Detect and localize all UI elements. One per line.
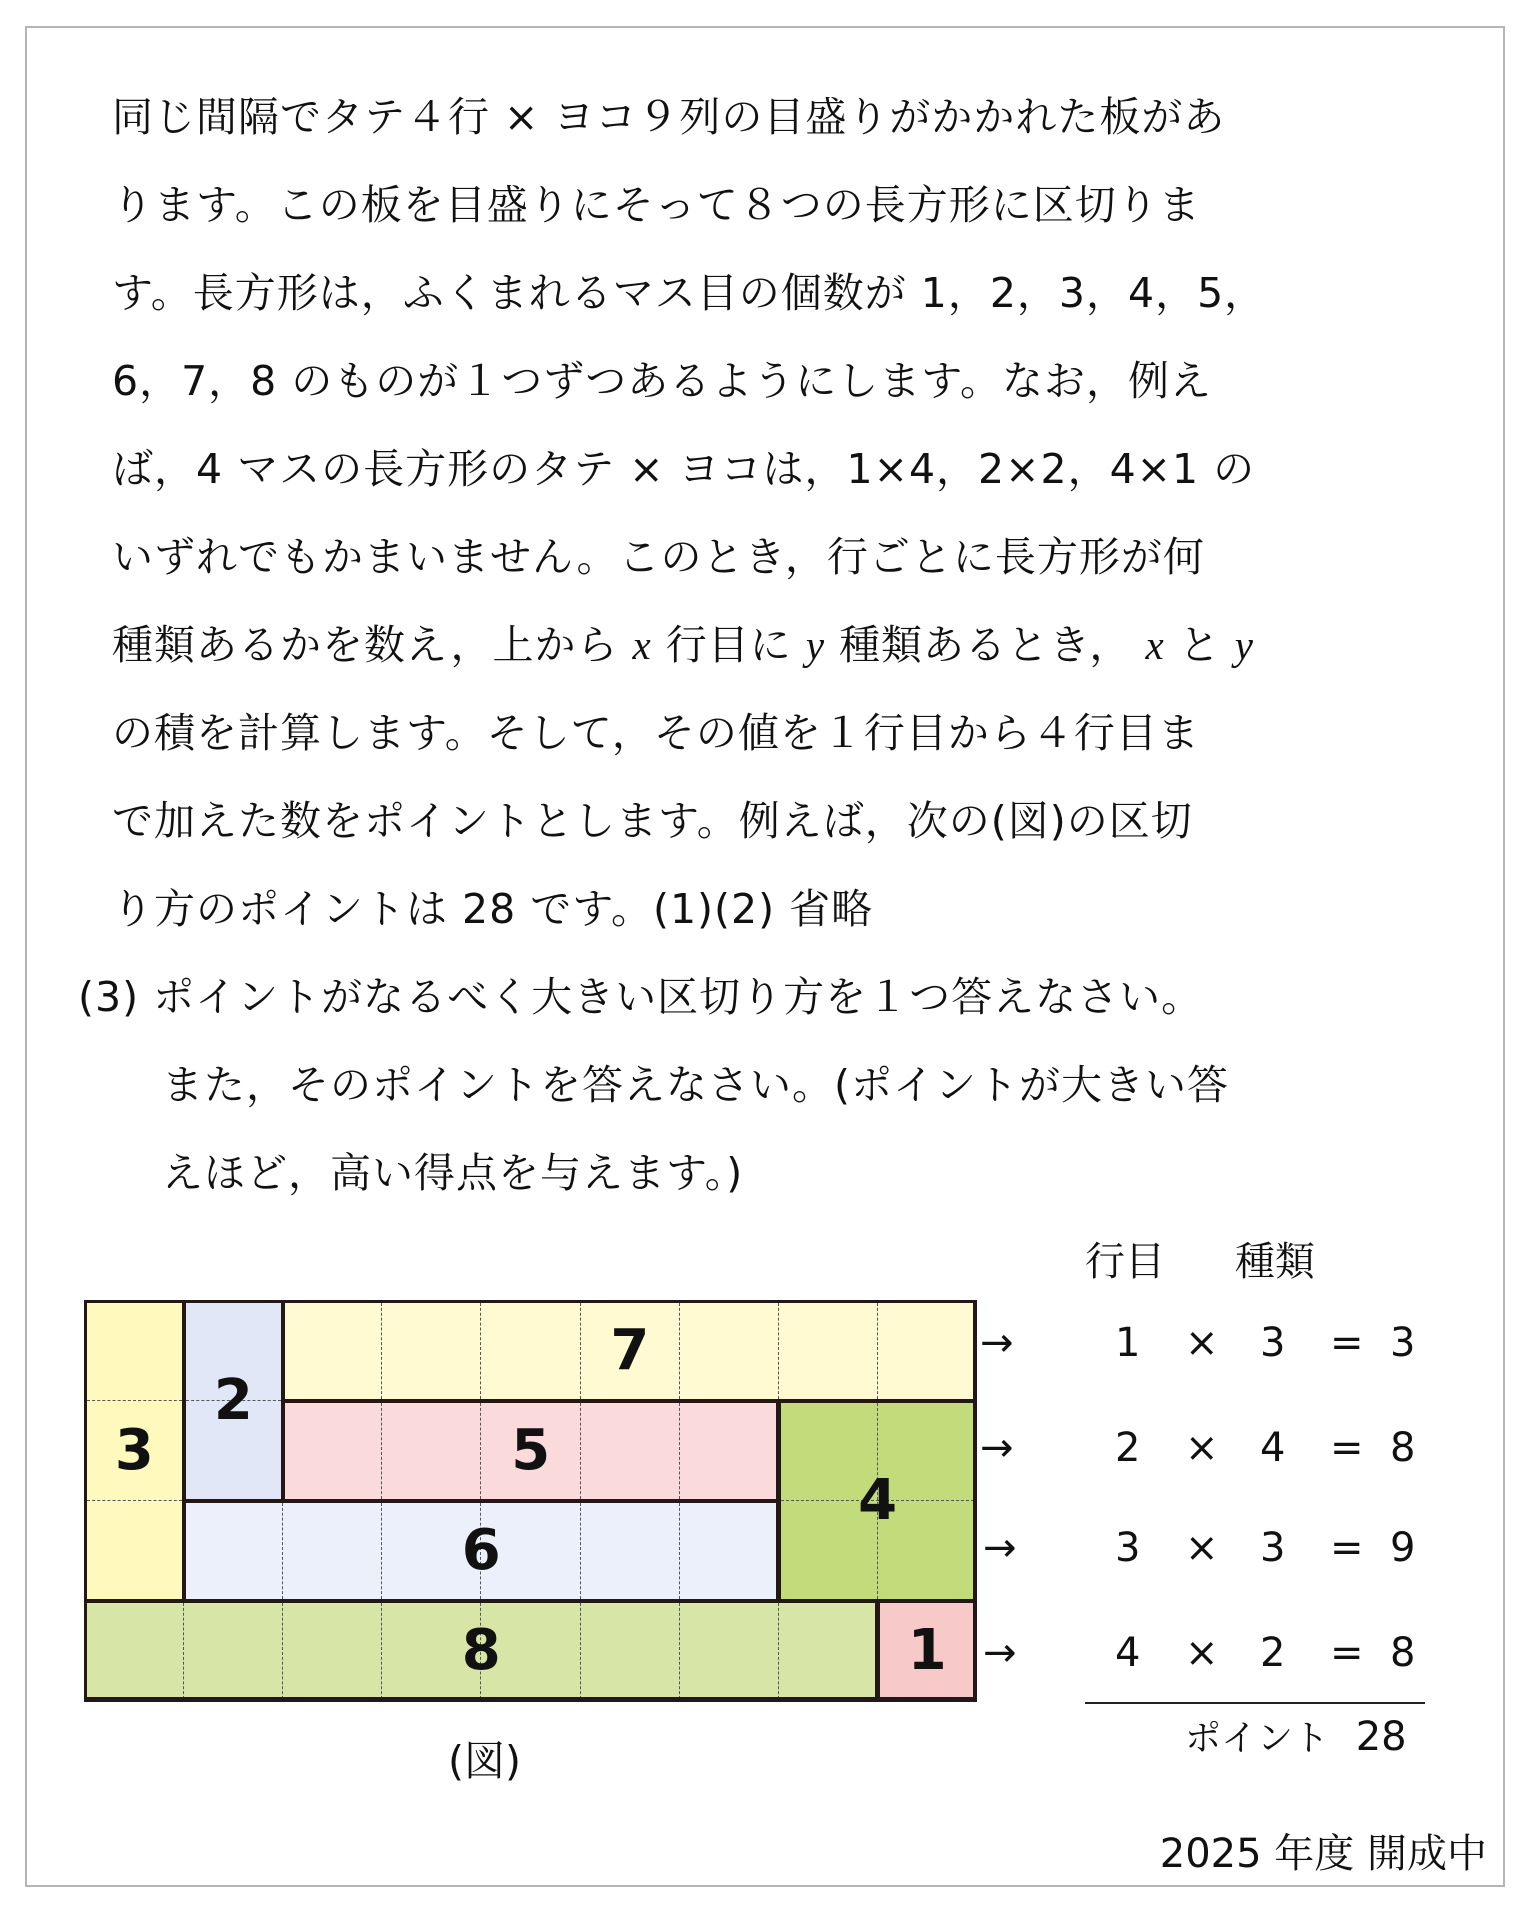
source-footer: 2025 年度 開成中: [1159, 1831, 1487, 1877]
grid-line: [778, 1303, 779, 1399]
sum-divider: [1085, 1702, 1425, 1704]
rectangle-1: [877, 1600, 978, 1702]
problem-line: 同じ間隔でタテ４行 × ヨコ９列の目盛りがかかれた板があ: [112, 93, 1226, 141]
rectangle-label: 5: [511, 1418, 551, 1484]
calc-row: → 2 × 4 = 8: [980, 1425, 1416, 1471]
rectangle-label: 7: [610, 1318, 650, 1384]
grid-line: [87, 1400, 182, 1401]
rectangle-7: [282, 1300, 977, 1402]
variable-x: x: [1145, 622, 1165, 668]
problem-line-variables: 種類あるかを数え，上から x 行目に y 種類あるとき， x と y: [112, 621, 1254, 669]
figure-caption: (図): [448, 1737, 521, 1785]
grid-line: [282, 1603, 283, 1699]
point-label: ポイント: [1185, 1718, 1330, 1759]
grid-line: [580, 1403, 581, 1499]
rectangle-8: [84, 1600, 878, 1702]
question-line: (3) ポイントがなるべく大きい区切り方を１つ答えなさい。: [78, 973, 1204, 1021]
point-total: [1185, 1710, 1407, 1761]
problem-line: ります。この板を目盛りにそって８つの長方形に区切りま: [112, 181, 1201, 229]
grid-line: [580, 1303, 581, 1399]
grid-line: [480, 1303, 481, 1399]
arrow-icon: →: [983, 1630, 1017, 1676]
grid-line: [381, 1303, 382, 1399]
grid-line: [480, 1403, 481, 1499]
variable-y: y: [805, 622, 826, 668]
arrow-icon: →: [980, 1425, 1014, 1471]
grid-line: [679, 1403, 680, 1499]
problem-line: 6，7，8 のものが１つずつあるようにします。なお，例え: [112, 357, 1213, 405]
rectangle-2: [183, 1300, 284, 1502]
arrow-icon: →: [983, 1525, 1017, 1571]
calc-row: → 4 × 2 = 8: [983, 1630, 1416, 1676]
rectangle-label: 1: [907, 1618, 947, 1684]
rectangle-label: 8: [461, 1618, 501, 1684]
rectangle-6: [183, 1500, 779, 1602]
grid-line: [282, 1503, 283, 1599]
question-line: また，そのポイントを答えなさい。(ポイントが大きい答: [162, 1061, 1229, 1109]
header-row-number: 行目: [1085, 1239, 1165, 1285]
arrow-icon: →: [980, 1320, 1014, 1366]
point-value: 28: [1355, 1714, 1407, 1760]
rectangle-5: [282, 1400, 779, 1502]
question-3: [78, 953, 1478, 1217]
rectangle-4: [778, 1400, 978, 1602]
problem-line: で加えた数をポイントとします。例えば，次の(図)の区切: [112, 797, 1193, 845]
grid-line: [381, 1603, 382, 1699]
problem-line: す。長方形は，ふくまれるマス目の個数が 1，2，3，4，5，: [112, 269, 1267, 317]
grid-line: [381, 1503, 382, 1599]
rectangle-label: 4: [858, 1468, 898, 1534]
rectangle-label: 3: [114, 1418, 154, 1484]
problem-line: り方のポイントは 28 です。(1)(2) 省略: [112, 885, 874, 933]
grid-line: [580, 1503, 581, 1599]
rectangle-3: [84, 1300, 185, 1602]
grid-line: [679, 1603, 680, 1699]
question-line: えほど，高い得点を与えます。): [162, 1149, 744, 1197]
header-kinds: 種類: [1235, 1239, 1315, 1285]
problem-line: ば，4 マスの長方形のタテ × ヨコは，1×4，2×2，4×1 の: [112, 445, 1256, 493]
grid-line: [381, 1403, 382, 1499]
grid-line: [87, 1500, 182, 1501]
calc-row: → 1 × 3 = 3: [980, 1320, 1416, 1366]
partition-board-figure: [84, 1300, 976, 1700]
rectangle-label: 6: [461, 1518, 501, 1584]
rectangle-label: 2: [213, 1368, 253, 1434]
grid-line: [679, 1503, 680, 1599]
grid-line: [778, 1603, 779, 1699]
variable-x: x: [632, 622, 652, 668]
grid-line: [580, 1603, 581, 1699]
problem-line: の積を計算します。そして，その値を１行目から４行目ま: [112, 709, 1200, 757]
calc-row: → 3 × 3 = 9: [983, 1525, 1416, 1571]
grid-line: [679, 1303, 680, 1399]
problem-line: いずれでもかまいません。このとき，行ごとに長方形が何: [112, 533, 1205, 581]
problem-text: [112, 73, 1452, 953]
grid-line: [877, 1303, 878, 1399]
grid-line: [183, 1603, 184, 1699]
variable-y: y: [1234, 622, 1254, 668]
